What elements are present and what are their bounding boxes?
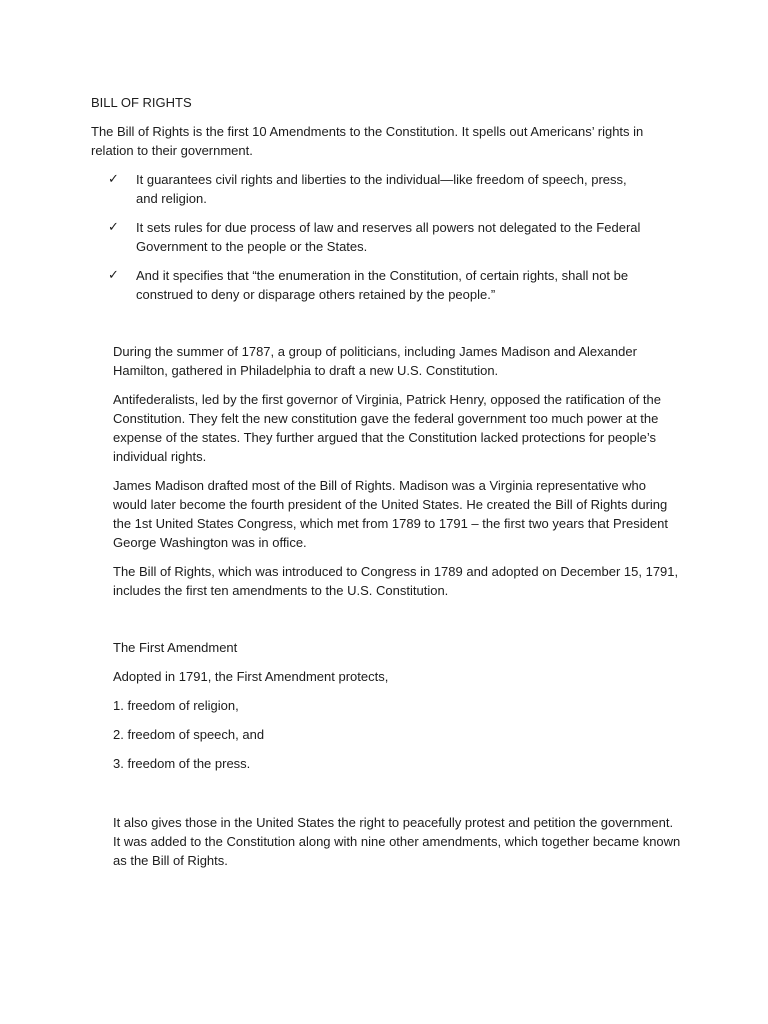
checklist-item — [108, 170, 648, 208]
checkmark-icon: ✓ — [108, 220, 119, 235]
history-paragraph: The Bill of Rights, which was introduced to Congress in 1789 and adopted on December 15, 1791, includes the first ten amendments to the U.S. Constitution. — [113, 564, 679, 598]
history-paragraph: James Madison drafted most of the Bill of Rights. Madison was a Virginia representative who would later become the fourth president of the United States. He created the Bill of Rights during the 1st United States Congress, which met from 1789 to 1791 – the first two years that President George Washington was in office. — [113, 478, 668, 550]
first-amendment-section — [113, 638, 683, 783]
numbered-item: 3. freedom of the press. — [113, 756, 251, 771]
intro-paragraph: The Bill of Rights is the first 10 Amendments to the Constitution. It spells out Americans’ rights in relation to their government. — [91, 124, 644, 158]
document-title: BILL OF RIGHTS — [91, 95, 192, 110]
checklist — [108, 170, 648, 314]
numbered-item: 2. freedom of speech, and — [113, 727, 265, 742]
section-lead: Adopted in 1791, the First Amendment protects, — [113, 669, 389, 684]
checklist-item-text: It guarantees civil rights and liberties to the individual—like freedom of speech, press, and religion. — [136, 172, 627, 206]
checklist-item — [108, 266, 648, 304]
checklist-item-text: And it specifies that “the enumeration in the Constitution, of certain rights, shall not be construed to deny or disparage others retained by the people.” — [136, 268, 629, 302]
history-paragraph: During the summer of 1787, a group of politicians, including James Madison and Alexander Hamilton, gathered in Philadelphia to draft a new U.S. Constitution. — [113, 344, 637, 378]
numbered-item: 1. freedom of religion, — [113, 698, 239, 713]
section-heading: The First Amendment — [113, 640, 238, 655]
checklist-item-text: It sets rules for due process of law and reserves all powers not delegated to the Federal Government to the people or the States. — [136, 220, 641, 254]
closing-section — [113, 813, 683, 880]
checkmark-icon: ✓ — [108, 172, 119, 187]
history-paragraph: Antifederalists, led by the first governor of Virginia, Patrick Henry, opposed the ratification of the Constitution. They felt the new constitution gave the federal government too much power at the expense of the states. They further argued that the Constitution lacked protections for people’s individual rights. — [113, 392, 661, 464]
closing-paragraph: It also gives those in the United States the right to peacefully protest and petition the government. It was added to the Constitution along with nine other amendments, which together became known as the Bill of Rights. — [113, 815, 681, 868]
checklist-item — [108, 218, 648, 256]
history-section — [113, 342, 683, 610]
checkmark-icon: ✓ — [108, 268, 119, 283]
